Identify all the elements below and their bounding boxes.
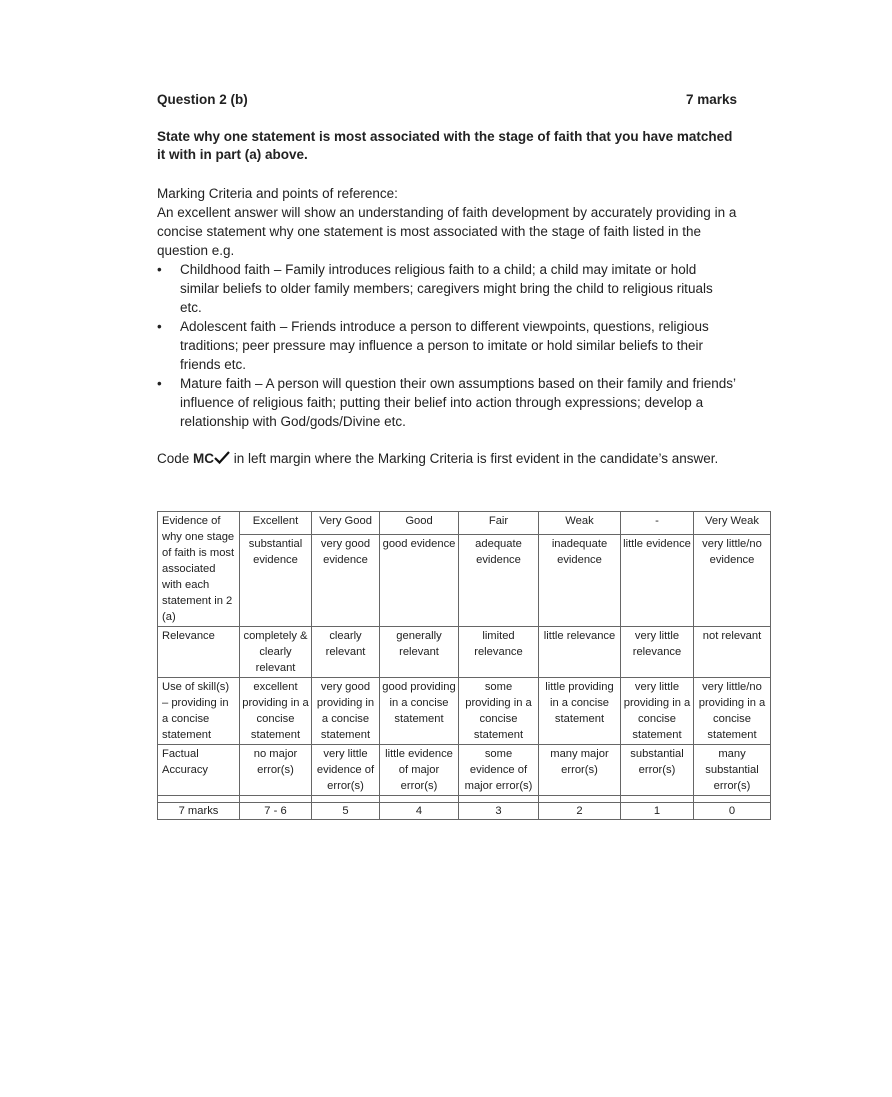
grade-header: Very Good (312, 512, 380, 535)
table-cell: some providing in a concise statement (459, 678, 539, 745)
table-cell: many major error(s) (539, 745, 621, 796)
list-item (157, 260, 737, 317)
row-label: Use of skill(s) – providing in a concise statement (158, 678, 240, 745)
grade-header: Good (380, 512, 459, 535)
list-item (157, 317, 737, 374)
question-header (157, 92, 737, 107)
document-page (157, 92, 737, 469)
table-cell: very little evidence of error(s) (312, 745, 380, 796)
table-cell: good providing in a concise statement (380, 678, 459, 745)
table-cell: no major error(s) (240, 745, 312, 796)
table-row (158, 745, 771, 796)
table-cell: completely & clearly relevant (240, 627, 312, 678)
table-cell: excellent providing in a concise statement (240, 678, 312, 745)
marks-label: 7 marks (158, 803, 240, 820)
table-cell: little providing in a concise statement (539, 678, 621, 745)
question-instruction: State why one statement is most associated with the stage of faith that you have matched it with in part (a) above. (157, 129, 733, 162)
row-label: Factual Accuracy (158, 745, 240, 796)
marking-criteria (157, 184, 737, 431)
question-marks: 7 marks (685, 92, 737, 107)
table-cell: many substantial error(s) (694, 745, 771, 796)
marks-cell: 2 (539, 803, 621, 820)
table-row (158, 627, 771, 678)
marking-rubric-table (157, 511, 771, 820)
code-prefix: Code (157, 451, 194, 466)
marks-cell: 4 (380, 803, 459, 820)
marks-cell: 5 (312, 803, 380, 820)
row-label: Evidence of why one stage of faith is most associated with each statement in 2 (a) (158, 512, 240, 627)
table-cell: very little/no providing in a concise statement (694, 678, 771, 745)
table-cell: very good providing in a concise statement (312, 678, 380, 745)
checkmark-icon (214, 450, 230, 469)
code-suffix: in left margin where the Marking Criteria is first evident in the candidate’s answer. (230, 451, 719, 466)
table-cell: very good evidence (312, 535, 380, 627)
bullet-symbol: • (157, 376, 162, 391)
bullet-symbol: • (157, 262, 162, 277)
bullet-text: Mature faith – A person will question their own assumptions based on their family and friends’ influence of religious faith; putting their belief into action through expressions; develop a relationship with God/gods/Divine etc. (180, 376, 736, 429)
table-cell: good evidence (380, 535, 459, 627)
table-cell: little evidence of major error(s) (380, 745, 459, 796)
table-row (158, 535, 771, 627)
list-item (157, 374, 737, 431)
marks-cell: 3 (459, 803, 539, 820)
marks-cell: 0 (694, 803, 771, 820)
bullet-text: Childhood faith – Family introduces religious faith to a child; a child may imitate or hold similar beliefs to older family members; caregivers might bring the child to religious rituals etc. (180, 262, 713, 315)
table-cell: little relevance (539, 627, 621, 678)
table-cell: some evidence of major error(s) (459, 745, 539, 796)
table-spacer-row (158, 796, 771, 803)
table-cell: substantial evidence (240, 535, 312, 627)
table-cell: generally relevant (380, 627, 459, 678)
grade-header: Weak (539, 512, 621, 535)
grade-header: - (621, 512, 694, 535)
table-cell: very little providing in a concise statement (621, 678, 694, 745)
code-mc: MC (193, 451, 215, 466)
table-cell: adequate evidence (459, 535, 539, 627)
table-cell: inadequate evidence (539, 535, 621, 627)
marks-cell: 1 (621, 803, 694, 820)
bullet-text: Adolescent faith – Friends introduce a person to different viewpoints, questions, religious traditions; peer pressure may influence a person to imitate or hold similar beliefs to their friends etc. (180, 319, 709, 372)
row-label: Relevance (158, 627, 240, 678)
table-cell: substantial error(s) (621, 745, 694, 796)
criteria-intro: An excellent answer will show an understanding of faith development by accurately providing in a concise statement why one statement is most associated with the stage of faith listed in the question e.g. (157, 205, 737, 258)
table-cell: clearly relevant (312, 627, 380, 678)
table-cell: little evidence (621, 535, 694, 627)
grade-header: Excellent (240, 512, 312, 535)
bullet-symbol: • (157, 319, 162, 334)
criteria-bullet-list (157, 260, 737, 431)
table-row (158, 512, 771, 535)
marks-cell: 7 - 6 (240, 803, 312, 820)
table-cell: very little/no evidence (694, 535, 771, 627)
code-note (157, 449, 737, 469)
table-cell: not relevant (694, 627, 771, 678)
grade-header: Very Weak (694, 512, 771, 535)
grade-header: Fair (459, 512, 539, 535)
criteria-heading: Marking Criteria and points of reference: (157, 186, 398, 201)
table-cell: limited relevance (459, 627, 539, 678)
table-row (158, 678, 771, 745)
table-cell: very little relevance (621, 627, 694, 678)
marks-row (158, 803, 771, 820)
question-number: Question 2 (b) (157, 92, 248, 107)
